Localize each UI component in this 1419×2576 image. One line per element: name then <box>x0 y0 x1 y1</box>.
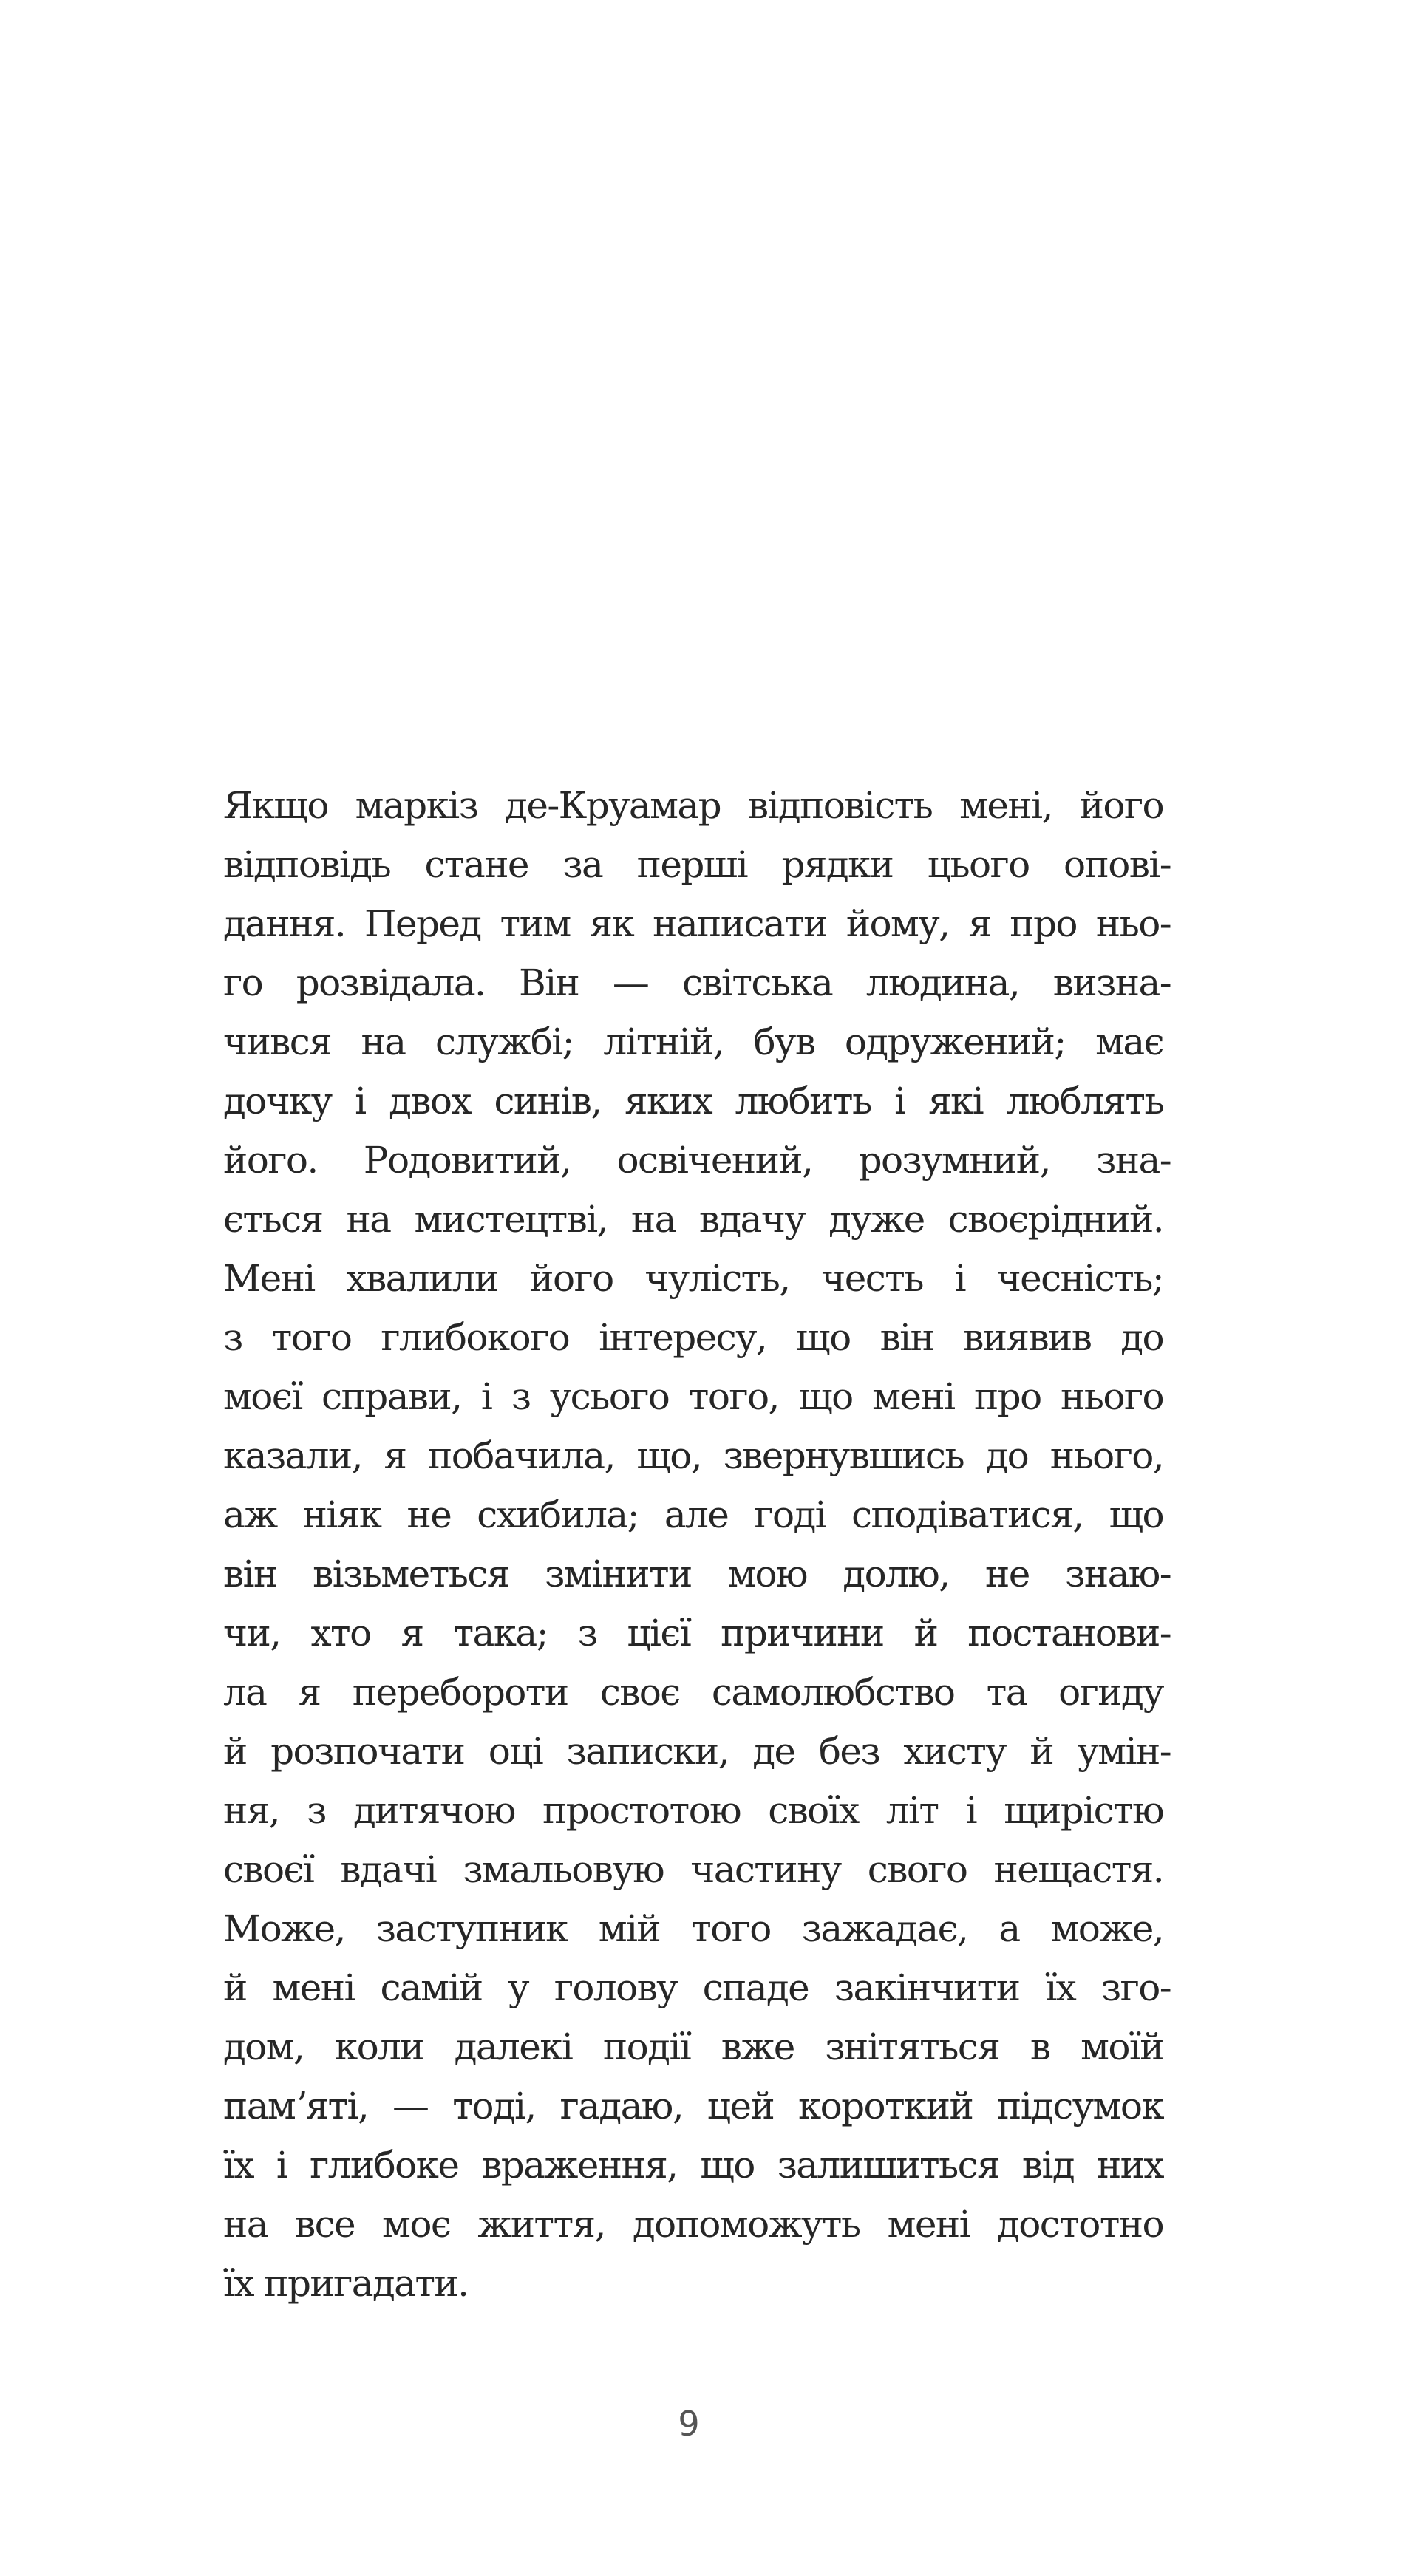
page-number: 9 <box>678 2404 700 2444</box>
text-line-1: Якщо маркіз де-Круамар відповість мені, його <box>223 784 1163 827</box>
text-line-16: ла я перебороти своє самолюбство та огиду <box>223 1671 1163 1714</box>
text-line-22: дом, коли далекі події вже знітяться в моїй <box>223 2025 1163 2068</box>
text-line-12: казали, я побачила, що, звернувшись до нього, <box>223 1434 1163 1477</box>
text-line-14: він візьметься змінити мою долю, не знаю- <box>223 1553 1171 1595</box>
text-line-19: своєї вдачі змальовую частину свого нещастя. <box>223 1848 1163 1891</box>
text-line-26: їх пригадати. <box>223 2262 469 2305</box>
text-line-2: відповідь стане за перші рядки цього опові- <box>223 843 1171 886</box>
text-line-13: аж ніяк не схибила; але годі сподіватися, що <box>223 1493 1163 1536</box>
text-line-11: моєї справи, і з усього того, що мені про нього <box>223 1375 1163 1418</box>
text-line-9: Мені хвалили його чулість, честь і чесність; <box>223 1257 1163 1300</box>
text-line-21: й мені самій у голову спаде закінчити їх зго- <box>223 1966 1171 2009</box>
text-line-17: й розпочати оці записки, де без хисту й умін- <box>223 1730 1171 1773</box>
text-line-8: ється на мистецтві, на вдачу дуже своєрідний. <box>223 1198 1163 1241</box>
text-line-3: дання. Перед тим як написати йому, я про ньо- <box>223 902 1171 945</box>
text-line-4: го розвідала. Він — світська людина, визна- <box>223 961 1171 1004</box>
text-line-15: чи, хто я така; з цієї причини й постанови- <box>223 1612 1171 1655</box>
text-line-7: його. Родовитий, освічений, розумний, зна- <box>223 1139 1171 1182</box>
text-line-25: на все моє життя, допоможуть мені достотно <box>223 2203 1163 2246</box>
text-line-6: дочку і двох синів, яких любить і які люблять <box>223 1080 1163 1122</box>
text-line-20: Може, заступник мій того зажадає, а може, <box>223 1907 1163 1950</box>
body-paragraph <box>223 776 1171 2313</box>
text-line-5: чився на службі; літній, був одружений; має <box>223 1020 1163 1063</box>
text-line-23: памʼяті, — тоді, гадаю, цей короткий підсумок <box>223 2085 1163 2127</box>
text-line-24: їх і глибоке враження, що залишиться від них <box>223 2144 1163 2187</box>
text-line-18: ня, з дитячою простотою своїх літ і щирістю <box>223 1789 1163 1832</box>
text-line-10: з того глибокого інтересу, що він виявив до <box>223 1316 1163 1359</box>
